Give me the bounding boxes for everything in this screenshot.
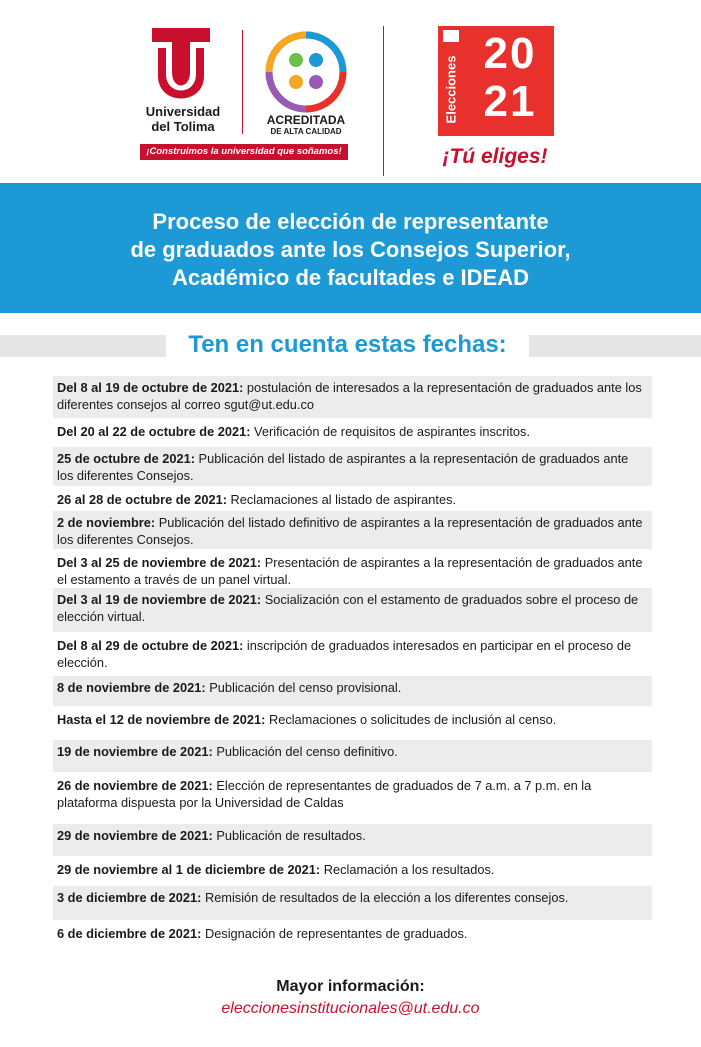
schedule-item-text: Socialización con el estamento de graduados sobre el proceso de elección virtual. — [57, 592, 639, 624]
schedule-item-text: Publicación del censo definitivo. — [212, 744, 398, 759]
accreditation-text — [252, 114, 360, 137]
contact-email-link[interactable]: eleccionesinstitucionales@ut.edu.co — [221, 1000, 480, 1017]
university-name-line2: del Tolima — [151, 119, 215, 134]
section-bar-right — [529, 335, 701, 357]
schedule-item-text: Reclamación a los resultados. — [320, 862, 495, 877]
schedule-item — [53, 418, 652, 447]
schedule-item-date: Del 3 al 19 de noviembre de 2021: — [57, 592, 262, 607]
university-logo-icon — [152, 28, 210, 100]
accreditation-line1: ACREDITADA — [266, 113, 346, 127]
schedule-item-text: Publicación del censo provisional. — [205, 680, 402, 695]
schedule-item-text: Reclamaciones o solicitudes de inclusión al censo. — [265, 712, 557, 727]
schedule-item-date: 26 de noviembre de 2021: — [57, 778, 213, 793]
schedule-item — [53, 676, 652, 706]
schedule-item-date: 26 al 28 de octubre de 2021: — [57, 492, 227, 507]
schedule-item-text: postulación de interesados a la representación de graduados ante los diferentes consejos al correo sgut@ut.edu.co — [57, 380, 642, 412]
schedule-item-text: inscripción de graduados interesados en participar en el proceso de elección. — [57, 638, 632, 670]
header-divider — [383, 26, 384, 176]
elections-year — [468, 30, 552, 126]
section-bar-left — [0, 335, 166, 357]
schedule-item — [53, 447, 652, 486]
more-info-label: Mayor información: — [276, 978, 425, 995]
schedule-item-text: Designación de representantes de graduados. — [201, 926, 468, 941]
university-name — [138, 104, 228, 134]
schedule-item-date: Hasta el 12 de noviembre de 2021: — [57, 712, 266, 727]
schedule-item-text: Publicación del listado de aspirantes a la representación de graduados ante los diferentes Consejos. — [57, 451, 629, 483]
page-title-line2: de graduados ante los Consejos Superior, — [130, 237, 571, 262]
schedule-item — [53, 706, 652, 740]
schedule-item-date: Del 8 al 19 de octubre de 2021: — [57, 380, 244, 395]
year-top: 20 — [483, 29, 537, 78]
schedule-item — [53, 824, 652, 856]
schedule-list — [53, 376, 652, 952]
schedule-item — [53, 376, 652, 418]
university-slogan: ¡Construimos la universidad que soñamos! — [140, 144, 348, 160]
schedule-item — [53, 588, 652, 632]
schedule-item-date: 29 de noviembre de 2021: — [57, 828, 213, 843]
elections-word: Elecciones — [443, 55, 459, 124]
elections-side-label — [438, 26, 466, 136]
title-banner — [0, 183, 701, 313]
schedule-item-date: 3 de diciembre de 2021: — [57, 890, 202, 905]
accreditation-seal-icon — [264, 30, 348, 114]
schedule-item-text: Elección de representantes de graduados de 7 a.m. a 7 p.m. en la plataforma dispuesta por la Universidad de Caldas — [57, 778, 592, 810]
page-title — [40, 208, 661, 292]
page-title-line1: Proceso de elección de representante — [152, 209, 549, 234]
schedule-item — [53, 856, 652, 886]
schedule-item — [53, 920, 652, 952]
tagline: ¡Tú eliges! — [442, 145, 548, 168]
schedule-item-text: Verificación de requisitos de aspirantes inscritos. — [250, 424, 531, 439]
schedule-item-date: Del 8 al 29 de octubre de 2021: — [57, 638, 244, 653]
university-name-line1: Universidad — [145, 104, 221, 119]
schedule-item-date: 19 de noviembre de 2021: — [57, 744, 213, 759]
schedule-item-date: Del 20 al 22 de octubre de 2021: — [57, 424, 251, 439]
schedule-item-date: 6 de diciembre de 2021: — [57, 926, 202, 941]
schedule-item-date: 2 de noviembre: — [57, 515, 156, 530]
header — [0, 0, 701, 183]
schedule-item-date: Del 3 al 25 de noviembre de 2021: — [57, 555, 262, 570]
schedule-item-date: 25 de octubre de 2021: — [57, 451, 195, 466]
section-title: Ten en cuenta estas fechas: — [188, 331, 507, 358]
schedule-item-text: Remisión de resultados de la elección a los diferentes consejos. — [201, 890, 569, 905]
year-bottom: 21 — [483, 77, 537, 126]
schedule-item-text: Presentación de aspirantes a la representación de graduados ante el estamento a través de un panel virtual. — [57, 555, 643, 587]
schedule-item-text: Publicación del listado definitivo de aspirantes a la representación de graduados ante los diferentes Consejos. — [57, 515, 643, 547]
schedule-item-text: Publicación de resultados. — [212, 828, 366, 843]
page-title-line3: Académico de facultades e IDEAD — [171, 265, 529, 290]
schedule-item-date: 8 de noviembre de 2021: — [57, 680, 206, 695]
accreditation-line2: DE ALTA CALIDAD — [270, 127, 342, 136]
schedule-item — [53, 740, 652, 772]
schedule-item — [53, 886, 652, 920]
schedule-item — [53, 511, 652, 549]
schedule-item — [53, 632, 652, 676]
schedule-item-date: 29 de noviembre al 1 de diciembre de 2021: — [57, 862, 321, 877]
schedule-item-text: Reclamaciones al listado de aspirantes. — [227, 492, 457, 507]
mini-ut-icon — [443, 30, 459, 42]
schedule-item — [53, 772, 652, 824]
schedule-item — [53, 549, 652, 588]
logo-divider — [242, 30, 243, 134]
schedule-item — [53, 486, 652, 511]
